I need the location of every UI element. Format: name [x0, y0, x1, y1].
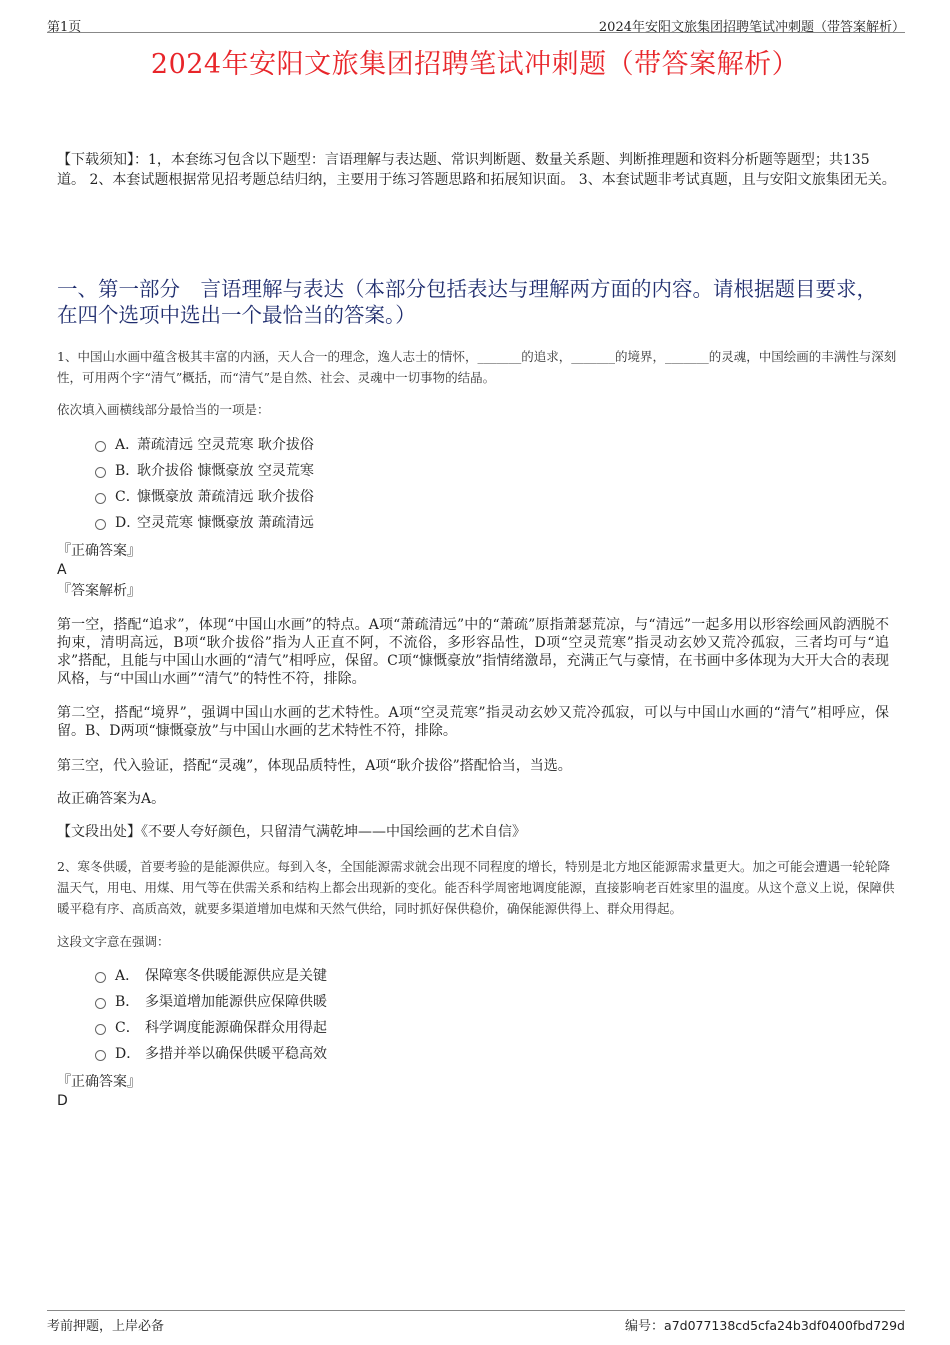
- section-heading: 一、第一部分 言语理解与表达（本部分包括表达与理解两方面的内容。请根据题目要求，在四个选项中选出一个最恰当的答案。）: [57, 277, 877, 327]
- question-2-options: [95, 963, 695, 1067]
- question-1-options: [95, 432, 695, 536]
- source-citation: 【文段出处】《不要人夸好颜色，只留清气满乾坤——中国绘画的艺术自信》: [57, 824, 526, 840]
- header-doc-name: 2024年安阳文旅集团招聘笔试冲刺题（带答案解析）: [598, 20, 905, 35]
- correct-answer-label: 『正确答案』: [57, 543, 141, 559]
- page-footer: [47, 1310, 905, 1335]
- page-header: [47, 14, 905, 33]
- analysis-paragraph: 第三空，代入验证，搭配“灵魂”，体现品质特性，A项“耿介拔俗”搭配恰当，当选。: [57, 758, 572, 774]
- option-b[interactable]: B． 多渠道增加能源供应保障供暖: [95, 989, 695, 1015]
- correct-answer-value: D: [57, 1093, 68, 1109]
- analysis-label: 『答案解析』: [57, 583, 141, 599]
- question-2-prompt: 这段文字意在强调：: [57, 934, 170, 949]
- option-a[interactable]: A． 保障寒冬供暖能源供应是关键: [95, 963, 695, 989]
- radio-button[interactable]: [95, 998, 106, 1009]
- radio-button[interactable]: [95, 1050, 106, 1061]
- radio-button[interactable]: [95, 1024, 106, 1035]
- option-b[interactable]: B． 耿介拔俗 慷慨豪放 空灵荒寒: [95, 458, 695, 484]
- option-c[interactable]: C． 慷慨豪放 萧疏清远 耿介拔俗: [95, 484, 695, 510]
- question-1-stem: 1、中国山水画中蕴含极其丰富的内涵，天人合一的理念，逸人志士的情怀，_______的追求，_______的境界，_______的灵魂，中国绘画的丰满性与深刻性，可用两个字“清气”概括，而“清气”是自然、社会、灵魂中一切事物的结晶。: [57, 349, 897, 385]
- correct-answer-value: A: [57, 562, 67, 578]
- document-title: 2024年安阳文旅集团招聘笔试冲刺题（带答案解析）: [150, 49, 800, 80]
- question-1-prompt: 依次填入画横线部分最恰当的一项是：: [57, 402, 270, 417]
- analysis-paragraph: 第二空，搭配“境界”，强调中国山水画的艺术特性。A项“空灵荒寒”指灵动玄妙又荒冷孤寂，可以与中国山水画的“清气”相呼应，保留。B、D两项“慷慨豪放”与中国山水画的艺术特性不符，排除。: [57, 705, 889, 739]
- document-code: a7d077138cd5cfa24b3df0400fbd729d: [664, 1318, 905, 1333]
- page-number: 第1页: [47, 20, 82, 35]
- radio-button[interactable]: [95, 493, 106, 504]
- option-a[interactable]: A． 萧疏清远 空灵荒寒 耿介拔俗: [95, 432, 695, 458]
- download-notice: 【下载须知】：1，本套练习包含以下题型：言语理解与表达题、常识判断题、数量关系题、判断推理题和资料分析题等题型；共135道。 2、本套试题根据常见招考题总结归纳，主要用于练习答题思路和拓展知识面。 3、本套试题非考试真题，且与安阳文旅集团无关。: [57, 152, 896, 188]
- option-d[interactable]: D． 空灵荒寒 慷慨豪放 萧疏清远: [95, 510, 695, 536]
- footer-slogan: 考前押题，上岸必备: [47, 1319, 165, 1334]
- footer-code: 编号：a7d077138cd5cfa24b3df0400fbd729d: [625, 1318, 905, 1334]
- question-2-stem: 2、寒冬供暖，首要考验的是能源供应。每到入冬，全国能源需求就会出现不同程度的增长，特别是北方地区能源需求量更大。加之可能会遭遇一轮轮降温天气，用电、用煤、用气等在供需关系和结构上都会出现新的变化。能否科学周密地调度能源，直接影响老百姓家里的温度。从这个意义上说，保障供暖平稳有序、高质高效，就要多渠道增加电煤和天然气供给，同时抓好保供稳价，确保能源供得上、群众用得起。: [57, 859, 895, 916]
- radio-button[interactable]: [95, 972, 106, 983]
- option-c[interactable]: C． 科学调度能源确保群众用得起: [95, 1015, 695, 1041]
- radio-button[interactable]: [95, 519, 106, 530]
- radio-button[interactable]: [95, 441, 106, 452]
- analysis-paragraph: 第一空，搭配“追求”，体现“中国山水画”的特点。A项“萧疏清远”中的“萧疏”原指萧瑟荒凉，与“清远”一起多用以形容绘画风韵洒脱不拘束，清明高远，B项“耿介拔俗”指为人正直不阿，不流俗，多形容品性，D项“空灵荒寒”指灵动玄妙又荒冷孤寂，三者均可与“追求”搭配，且能与中国山水画的“清气”相呼应，保留。C项“慷慨豪放”指情绪激昂，充满正气与豪情，在书画中多体现为大开大合的表现风格，与“中国山水画”“清气”的特性不符，排除。: [57, 617, 889, 687]
- radio-button[interactable]: [95, 467, 106, 478]
- correct-answer-label: 『正确答案』: [57, 1074, 141, 1090]
- analysis-conclusion: 故正确答案为A。: [57, 791, 166, 807]
- option-d[interactable]: D． 多措并举以确保供暖平稳高效: [95, 1041, 695, 1067]
